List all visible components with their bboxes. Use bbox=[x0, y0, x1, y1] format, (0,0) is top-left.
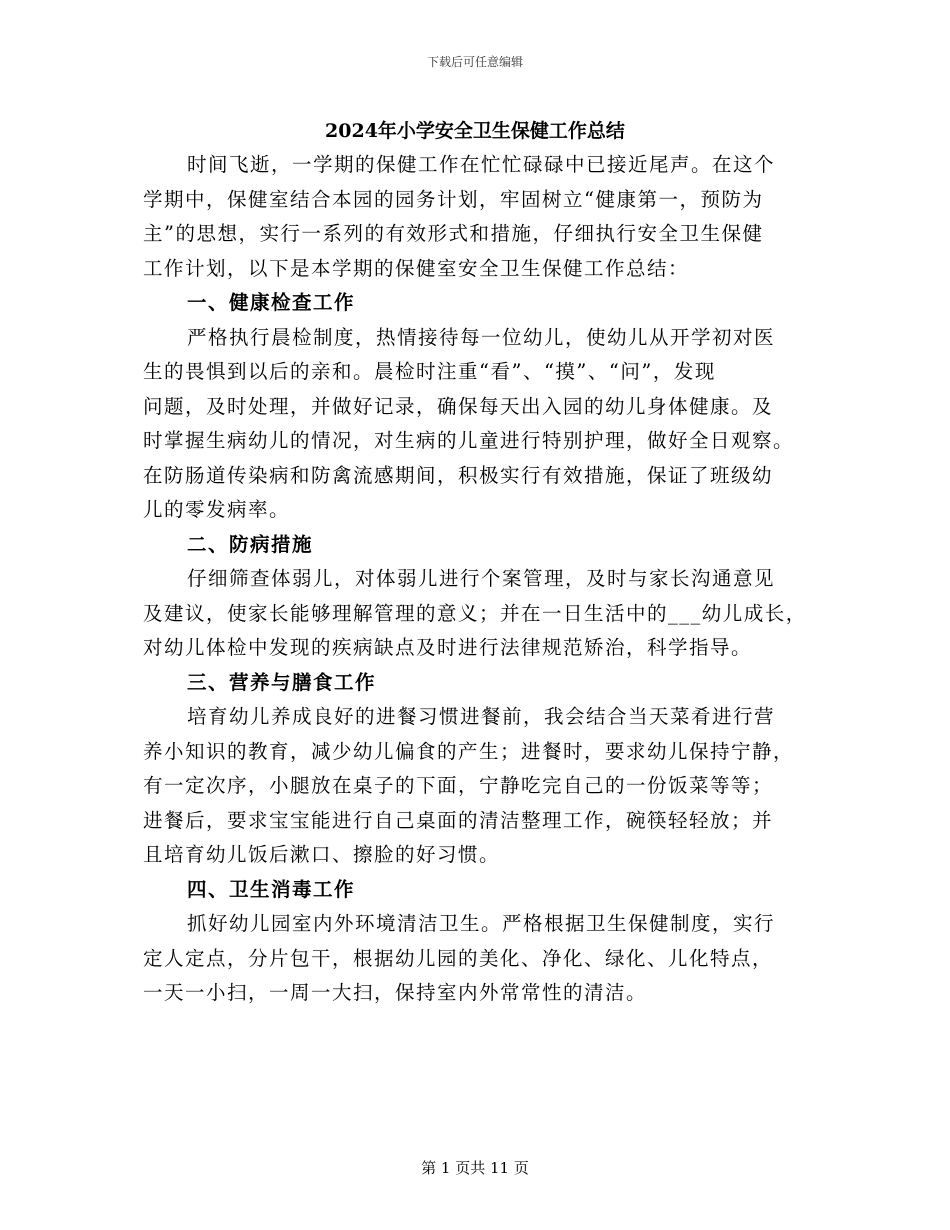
paragraph-line: 学期中，保健室结合本园的园务计划，牢固树立“健康第一，预防为 bbox=[143, 187, 764, 211]
paragraph-line: 有一定次序，小腿放在桌子的下面，宁静吃完自己的一份饭菜等等； bbox=[143, 774, 774, 797]
section-heading: 一、健康检查工作 bbox=[187, 291, 356, 314]
paragraph-line: 培育幼儿养成良好的进餐习惯进餐前，我会结合当天菜肴进行营 bbox=[187, 705, 776, 728]
paragraph-line: 抓好幼儿园室内外环境清洁卫生。严格根据卫生保健制度，实行 bbox=[187, 912, 776, 935]
paragraph-line: 主”的思想，实行一系列的有效形式和措施，仔细执行安全卫生保健 bbox=[143, 222, 764, 245]
document-body bbox=[143, 148, 815, 1011]
section-heading: 三、营养与膳食工作 bbox=[187, 670, 377, 694]
paragraph-line: 问题，及时处理，并做好记录，确保每天出入园的幼儿身体健康。及 bbox=[143, 394, 774, 418]
paragraph-line: 及建议，使家长能够理解管理的意义；并在一日生活中的___幼儿成长， bbox=[143, 601, 807, 625]
paragraph-line: 在防肠道传染病和防禽流感期间，积极实行有效措施，保证了班级幼 bbox=[143, 463, 774, 487]
paragraph-line: 养小知识的教育，减少幼儿偏食的产生；进餐时，要求幼儿保持宁静， bbox=[143, 739, 795, 763]
paragraph-line: 定人定点，分片包干，根据幼儿园的美化、净化、绿化、儿化特点， bbox=[143, 946, 774, 970]
paragraph-line: 工作计划，以下是本学期的保健室安全卫生保健工作总结： bbox=[143, 256, 690, 280]
paragraph-line: 儿的零发病率。 bbox=[143, 498, 291, 521]
page-footer: 第 1 页共 11 页 bbox=[421, 1159, 529, 1177]
paragraph-line: 仔细筛查体弱儿，对体弱儿进行个案管理，及时与家长沟通意见 bbox=[187, 567, 776, 590]
section-heading: 二、防病措施 bbox=[187, 532, 314, 556]
section-heading: 四、卫生消毒工作 bbox=[187, 877, 356, 901]
paragraph-line: 一天一小扫，一周一大扫，保持室内外常常性的清洁。 bbox=[143, 981, 648, 1004]
paragraph-line: 且培育幼儿饭后漱口、擦脸的好习惯。 bbox=[143, 843, 501, 866]
document-title: 2024年小学安全卫生保健工作总结 bbox=[325, 120, 625, 142]
paragraph-line: 对幼儿体检中发现的疾病缺点及时进行法律规范矫治，科学指导。 bbox=[143, 636, 753, 659]
paragraph-line: 进餐后，要求宝宝能进行自己桌面的清洁整理工作，碗筷轻轻放；并 bbox=[143, 808, 774, 832]
paragraph-line: 生的畏惧到以后的亲和。晨检时注重“看”、“摸”、“问”，发现 bbox=[143, 360, 716, 383]
paragraph-line: 严格执行晨检制度，热情接待每一位幼儿，使幼儿从开学初对医 bbox=[187, 325, 776, 349]
page-header: 下载后可任意编辑 bbox=[426, 55, 523, 69]
paragraph-line: 时间飞逝，一学期的保健工作在忙忙碌碌中已接近尾声。在这个 bbox=[187, 153, 776, 176]
paragraph-line: 时掌握生病幼儿的情况，对生病的儿童进行特别护理，做好全日观察。 bbox=[143, 429, 795, 452]
